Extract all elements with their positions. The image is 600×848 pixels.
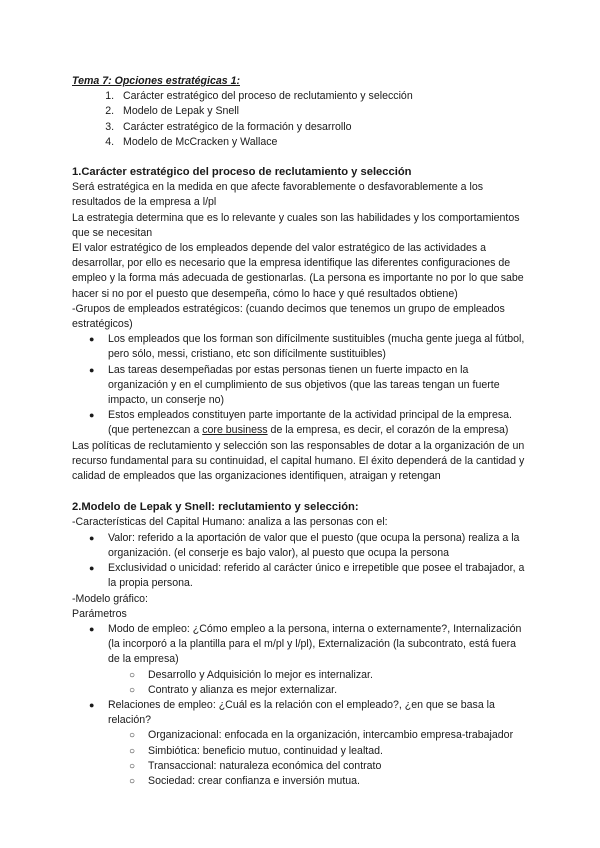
section-2 (72, 500, 530, 789)
bullet-item (108, 622, 530, 698)
bullet-item (108, 698, 530, 789)
toc-item: 4. Modelo de McCracken y Wallace (117, 135, 530, 150)
bullet-item: ● Valor: referido a la aportación de valor que el puesto (que ocupa la persona) realiza a la organización. (el conserje es bajo valor), al puesto que ocupa la persona (108, 531, 530, 561)
sub-bullet-item: ○ Organizacional: enfocada en la organización, intercambio empresa-trabajador (148, 728, 530, 743)
sub-bullet-item: ○ Desarrollo y Adquisición lo mejor es internalizar. (148, 668, 530, 683)
table-of-contents (72, 89, 530, 150)
paragraph: -Características del Capital Humano: analiza a las personas con el: (72, 516, 388, 529)
bullet-item (108, 408, 530, 438)
document-title: Tema 7: Opciones estratégicas 1: (72, 75, 240, 87)
bullet-text: de la empresa, es decir, el corazón de la empresa) (267, 424, 509, 437)
bullet-list (72, 531, 530, 592)
sub-bullet-item: ○ Contrato y alianza es mejor externalizar. (148, 683, 530, 698)
bullet-list (72, 622, 530, 789)
section-1-heading: 1.Carácter estratégico del proceso de reclutamiento y selección (72, 166, 412, 179)
bullet-text: Estos empleados constituyen parte importante de la actividad principal de la empresa. (que pertenezcan a (108, 409, 512, 437)
sub-bullet-item: ○ Transaccional: naturaleza económica del contrato (148, 759, 530, 774)
bullet-text: Relaciones de empleo: ¿Cuál es la relación con el empleado?, ¿en que se basa la relación? (108, 698, 495, 727)
toc-item: 2. Modelo de Lepak y Snell (117, 104, 530, 119)
paragraph: Parámetros (72, 607, 127, 620)
section-2-heading: 2.Modelo de Lepak y Snell: reclutamiento y selección: (72, 501, 359, 514)
paragraph: -Modelo gráfico: (72, 592, 148, 605)
paragraph: El valor estratégico de los empleados depende del valor estratégico de las actividades a desarrollar, por ello es necesario que la empresa identifique las diferentes configuraciones de empleo y la forma más adecuada de gestionarlas. (La persona es importante no por lo que sabe hacer si no por el puesto que desempeña, cómo lo hace y qué resultados obtiene) (72, 242, 524, 300)
bullet-text: Modo de empleo: ¿Cómo empleo a la persona, interna o externamente?, Internalización (la incorporó a la plantilla para el m/pl y l/pl), Externalización (la subcontrato, está fuera de la empresa) (108, 622, 522, 666)
sub-bullet-item: ○ Sociedad: crear confianza e inversión mutua. (148, 774, 530, 789)
sub-bullet-list (108, 728, 530, 789)
toc-item: 3. Carácter estratégico de la formación y desarrollo (117, 120, 530, 135)
paragraph: Será estratégica en la medida en que afecte favorablemente o desfavorablemente a los resultados de la empresa a l/pl (72, 181, 484, 209)
bullet-item: ● Los empleados que los forman son difícilmente sustituibles (mucha gente juega al fútbol, pero sólo, messi, cristiano, etc son difícilmente sustituibles) (108, 332, 530, 362)
toc-item: 1. Carácter estratégico del proceso de reclutamiento y selección (117, 89, 530, 104)
section-1 (72, 165, 530, 484)
sub-bullet-item: ○ Simbiótica: beneficio mutuo, continuidad y lealtad. (148, 744, 530, 759)
core-business-link[interactable]: core business (202, 424, 268, 437)
bullet-item: ● Exclusividad o unicidad: referido al carácter único e irrepetible que posee el trabajador, a la propia persona. (108, 561, 530, 591)
bullet-item: ● Las tareas desempeñadas por estas personas tienen un fuerte impacto en la organización y en el cumplimiento de sus objetivos (que las tareas tengan un fuerte impacto, un conserje no) (108, 363, 530, 409)
bullet-list (72, 332, 530, 438)
sub-bullet-list (108, 668, 530, 698)
paragraph: Las políticas de reclutamiento y selección son las responsables de dotar a la organización de un recurso fundamental para su continuidad, el capital humano. El éxito dependerá de la cantidad y calidad de empleados que las organizaciones identifiquen, atraigan y retengan (72, 439, 525, 483)
paragraph: -Grupos de empleados estratégicos: (cuando decimos que tenemos un grupo de empleados estratégicos) (72, 302, 505, 331)
paragraph: La estrategia determina que es lo relevante y cuales son las habilidades y los comportamientos que se necesitan (72, 211, 520, 239)
